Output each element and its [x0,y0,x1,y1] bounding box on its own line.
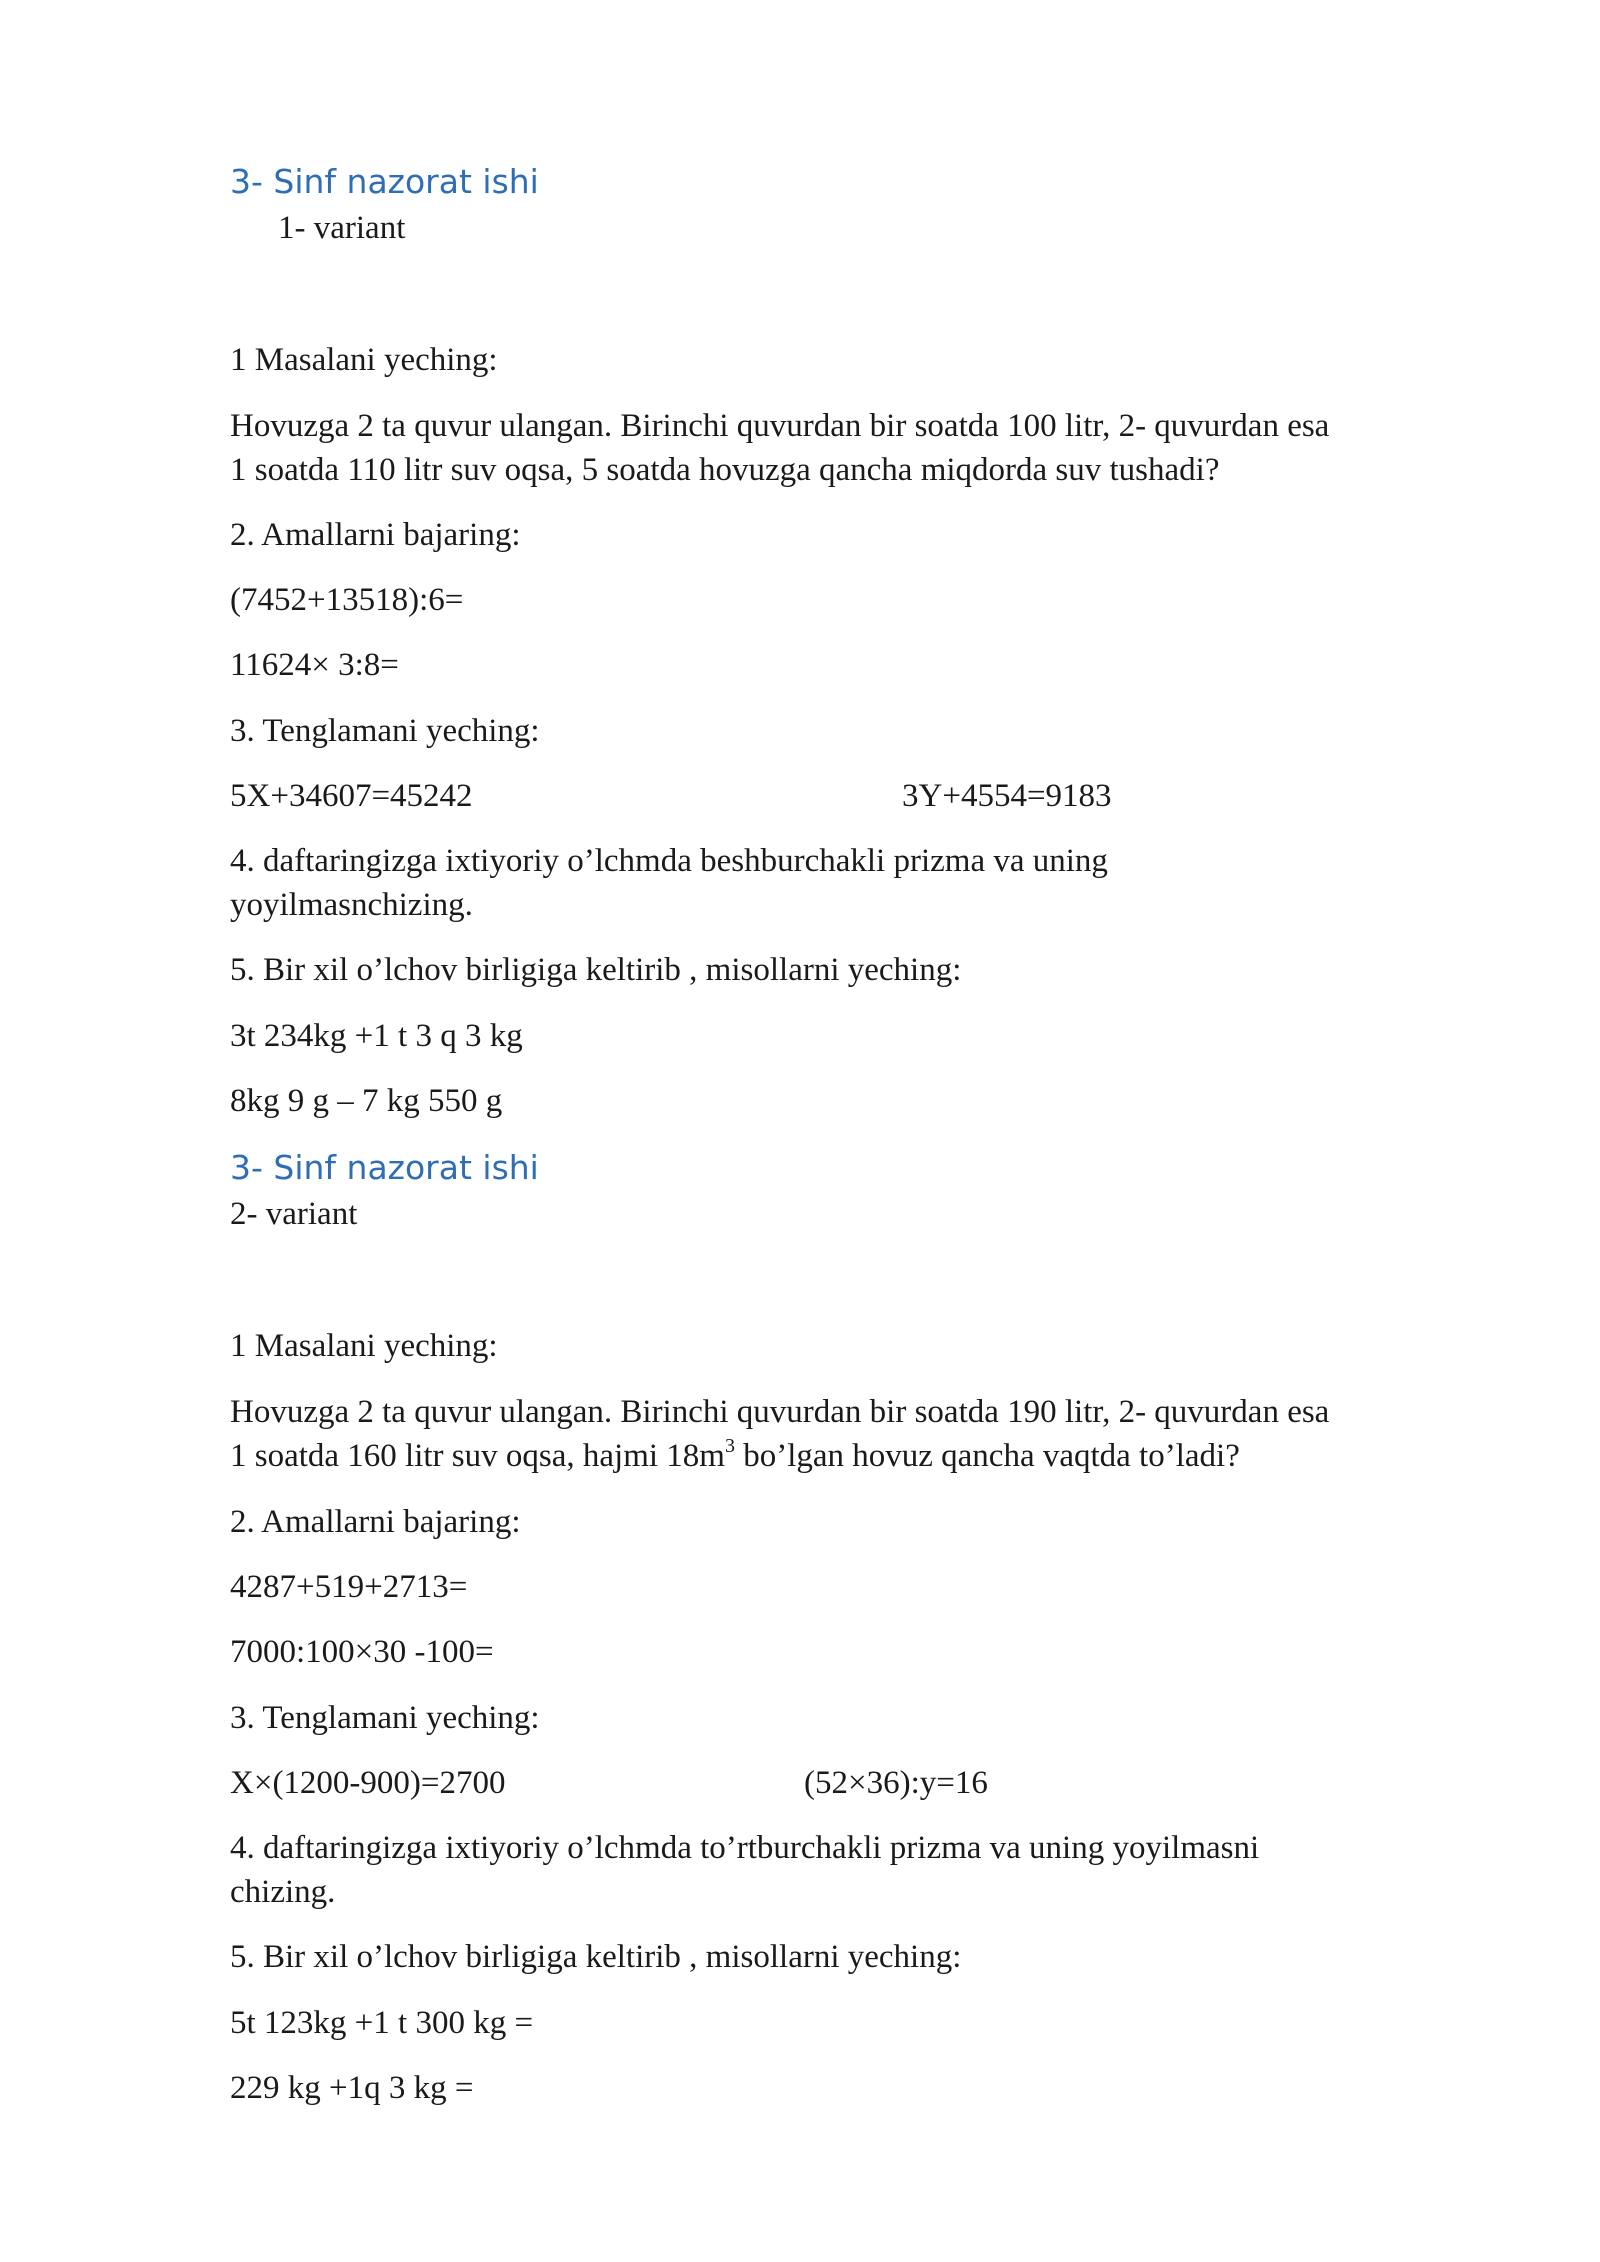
task3-equation-1: X×(1200-900)=2700 [230,1765,506,1801]
task1-text-line2 [230,1434,1240,1478]
task1-title: 1 Masalani yeching: [230,1328,498,1364]
task4-text-line1: 4. daftaringizga ixtiyoriy o’lchmda to’rtburchakli prizma va uning yoyilmasni [230,1830,1260,1866]
task4-text-line2: yoyilmasnchizing. [230,887,473,923]
task2-expression-2: 7000:100×30 -100= [230,1634,494,1670]
task2-title: 2. Amallarni bajaring: [230,517,521,553]
task4-text-line1: 4. daftaringizga ixtiyoriy o’lchmda beshburchakli prizma va uning [230,843,1108,879]
variant-label-1: 1- variant [278,210,406,246]
task1-text-line1: Hovuzga 2 ta quvur ulangan. Birinchi quvurdan bir soatda 190 litr, 2- quvurdan esa [230,1394,1330,1430]
task3-equation-2: 3Y+4554=9183 [902,778,1112,814]
task5-example-2: 229 kg +1q 3 kg = [230,2070,474,2106]
task3-equation-2: (52×36):y=16 [804,1765,988,1801]
task5-example-1: 5t 123kg +1 t 300 kg = [230,2005,534,2041]
task2-expression-1: 4287+519+2713= [230,1569,468,1605]
superscript-cubed: 3 [724,1435,735,1457]
task1-text-line2-part1: 1 soatda 160 litr suv oqsa, hajmi 18m [230,1438,725,1474]
task5-title: 5. Bir xil o’lchov birligiga keltirib , misollarni yeching: [230,952,962,988]
task1-text-line1: Hovuzga 2 ta quvur ulangan. Birinchi quvurdan bir soatda 100 litr, 2- quvurdan esa [230,408,1330,444]
task2-expression-2: 11624× 3:8= [230,647,399,683]
task5-example-2: 8kg 9 g – 7 kg 550 g [230,1083,503,1119]
task1-text-line2-part2: bo’lgan hovuz qancha vaqtda to’ladi? [734,1438,1240,1474]
task3-equation-1: 5X+34607=45242 [230,778,473,814]
task3-title: 3. Tenglamani yeching: [230,1700,540,1736]
section-heading-1: 3- Sinf nazorat ishi [230,162,539,201]
task1-title: 1 Masalani yeching: [230,342,498,378]
task1-text-line2: 1 soatda 110 litr suv oqsa, 5 soatda hovuzga qancha miqdorda suv tushadi? [230,452,1220,488]
task2-title: 2. Amallarni bajaring: [230,1504,521,1540]
task3-title: 3. Tenglamani yeching: [230,713,540,749]
task5-title: 5. Bir xil o’lchov birligiga keltirib , misollarni yeching: [230,1939,962,1975]
section-heading-2: 3- Sinf nazorat ishi [230,1148,539,1187]
task5-example-1: 3t 234kg +1 t 3 q 3 kg [230,1018,523,1054]
variant-label-2: 2- variant [230,1196,358,1232]
task4-text-line2: chizing. [230,1874,336,1910]
task2-expression-1: (7452+13518):6= [230,582,464,618]
